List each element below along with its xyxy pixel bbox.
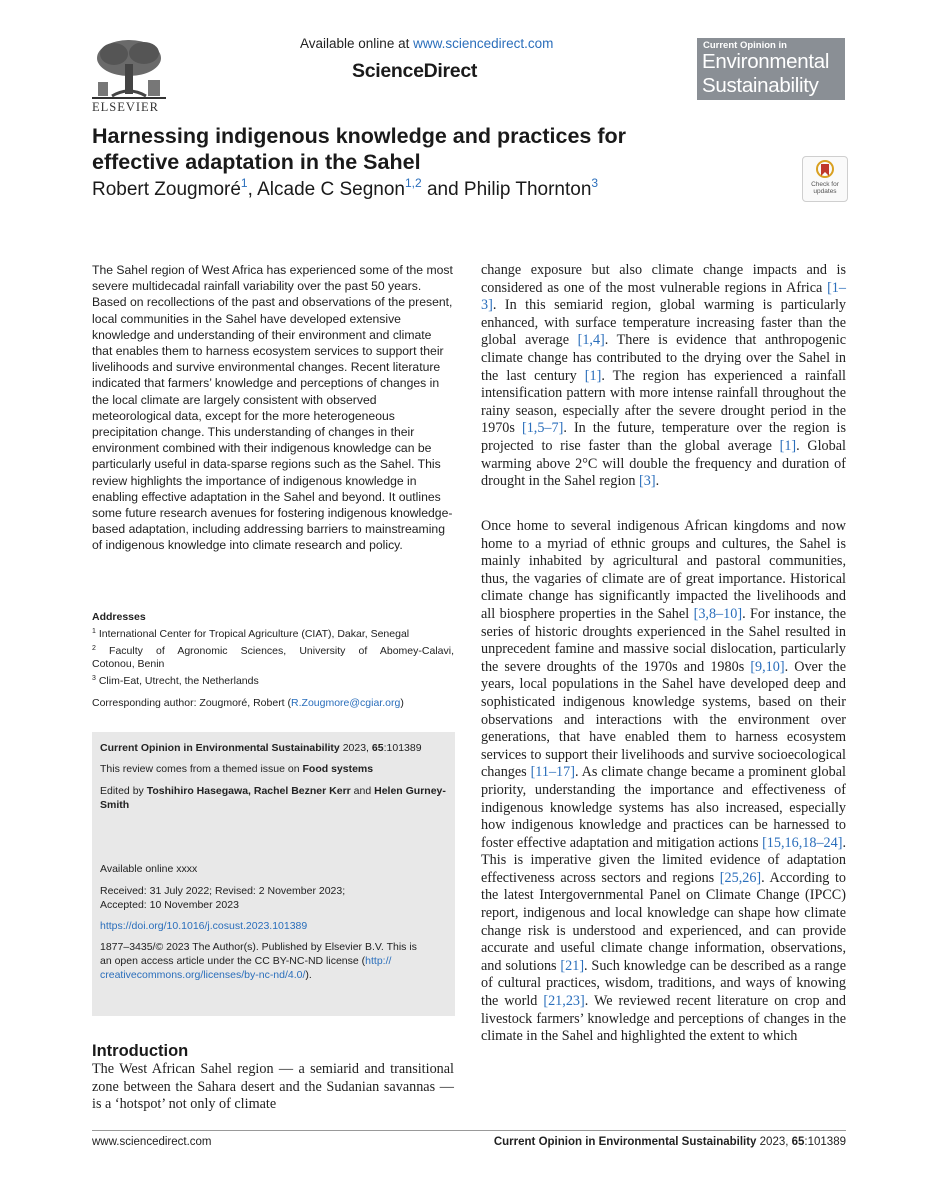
journal-logo-line2: Environmental bbox=[702, 50, 830, 73]
address-text: International Center for Tropical Agriculture (CIAT), Dakar, Senegal bbox=[98, 628, 410, 640]
address-item bbox=[92, 625, 454, 642]
footer-citation bbox=[494, 1136, 846, 1148]
author-name: Robert Zougmoré bbox=[92, 179, 241, 200]
editor-names: Toshihiro Hasegawa, Rachel Bezner Kerr bbox=[146, 785, 351, 797]
journal-citation bbox=[100, 741, 450, 755]
article-info-box bbox=[92, 732, 455, 1016]
address-item bbox=[92, 642, 454, 659]
body-text: . There is evidence that anthropogenic climate change has contributed to the drying over the Sahel in the last century bbox=[481, 332, 846, 384]
journal-logo-line3: Sustainability bbox=[702, 74, 819, 97]
address-item bbox=[92, 672, 454, 689]
available-online-label: Available online at bbox=[300, 36, 410, 51]
footer-journal: Current Opinion in Environmental Sustainability bbox=[493, 1136, 757, 1148]
publisher-name: ELSEVIER bbox=[92, 100, 160, 114]
license-url-link[interactable]: http:// bbox=[365, 955, 392, 967]
journal-logo-box bbox=[697, 38, 845, 100]
footer-volume: 65 bbox=[791, 1136, 805, 1148]
abstract-text: The Sahel region of West Africa has experienced some of the most severe multidecadal rainfall variability over the past 50 years. Based on recollections of the past and observations of the present, local communities in the Sahel have developed extensive knowledge and understanding of their environment and climate that enables them to harness ecosystem services to support their livelihoods and survive environmental changes. Recent literature indicated that farmers’ knowledge and perceptions of changes in the local climate are largely consistent with observed meteorological data, except for the more heterogeneous precipitation change. This understanding of changes in their environment combined with their indigenous knowledge can be particularly useful in data-sparse regions such as the Sahel. This review highlights the importance of indigenous knowledge in enabling effective adaptation in the Sahel and beyond. It outlines some future research avenues for fostering indigenous knowledge-based adaptation, including addressing barriers to mainstreaming of indigenous knowledge into climate research and policy. bbox=[92, 263, 453, 553]
bookmark-ribbon-icon bbox=[815, 160, 835, 182]
journal-volume: 65 bbox=[371, 742, 384, 754]
introduction-heading: Introduction bbox=[92, 1042, 189, 1060]
body-text: . Over the years, local populations in the Sahel have developed deep and sophisticated indigenous knowledge systems, based on their observations and interactions with the environment over generations, that have enabled them to harness ecosystem services to support their livelihoods and survive socioecological changes bbox=[481, 658, 846, 781]
footer-year: 2023, bbox=[756, 1136, 792, 1148]
citation-link[interactable]: [1,5–7] bbox=[521, 420, 564, 437]
themed-issue-label: This review comes from a themed issue on bbox=[100, 763, 303, 775]
license-url-line bbox=[100, 968, 450, 982]
article-title: Harnessing indigenous knowledge and practices for effective adaptation in the Sahel bbox=[92, 124, 627, 174]
affiliation-ref-link[interactable]: 1,2 bbox=[404, 176, 422, 190]
available-online-date: Available online xxxx bbox=[100, 863, 198, 875]
body-paragraph bbox=[481, 262, 846, 491]
footer-article-number: :101389 bbox=[804, 1136, 846, 1148]
corresponding-author bbox=[92, 697, 454, 709]
citation-link[interactable]: [25,26] bbox=[719, 869, 762, 886]
check-for-updates-button[interactable] bbox=[802, 156, 848, 202]
citation-link[interactable]: [21,23] bbox=[543, 993, 585, 1010]
addresses-list bbox=[92, 625, 454, 688]
body-text: change exposure but also climate change impacts and is considered as one of the most vulnerable regions in Africa bbox=[481, 262, 846, 296]
citation-link[interactable]: [1,4] bbox=[577, 332, 605, 349]
author-name: and Philip Thornton bbox=[421, 179, 592, 200]
journal-year: 2023, bbox=[339, 742, 372, 754]
affiliation-ref-link[interactable]: 1 bbox=[240, 176, 248, 190]
footer-divider bbox=[92, 1130, 846, 1131]
journal-name: Current Opinion in Environmental Sustainability bbox=[100, 742, 340, 754]
body-text: . In the future, temperature over the region is projected to rise faster than the global average bbox=[481, 420, 846, 454]
citation-link[interactable]: [1] bbox=[779, 437, 797, 454]
available-online-line bbox=[300, 36, 553, 51]
address-number: 1 bbox=[92, 628, 96, 635]
body-text: . Global warming above 2°C will double the frequency and duration of drought in the Sahel region bbox=[481, 437, 846, 490]
citation-link[interactable]: [3,8–10] bbox=[693, 605, 743, 622]
citation-link[interactable]: [11–17] bbox=[530, 764, 575, 781]
journal-article-number: :101389 bbox=[383, 742, 422, 754]
body-text: . According to the latest Intergovernmental Panel on Climate Change (IPCC) report, indigenous and local knowledge can shape how climate change risk is understood and experienced, and can provide accurate and useful climate change information, observations, and solutions bbox=[481, 869, 846, 974]
address-text: Clim-Eat, Utrecht, the Netherlands bbox=[98, 674, 259, 687]
body-text: . This is imperative given the limited evidence of adaptation effectiveness across sectors and regions bbox=[481, 834, 846, 886]
sciencedirect-wordmark: ScienceDirect bbox=[352, 60, 478, 82]
license-url-link[interactable]: creativecommons.org/licenses/by-nc-nd/4.0/ bbox=[100, 969, 306, 981]
introduction-paragraph: The West African Sahel region — a semiarid and transitional zone between the Sahara desert and the Sudanian savannas — is a ‘hotspot’ not only of climate bbox=[92, 1061, 454, 1112]
citation-link[interactable]: [15,16,18–24] bbox=[762, 834, 843, 851]
address-item-continued: Cotonou, Benin bbox=[92, 658, 165, 671]
edited-by-label: Edited by bbox=[100, 785, 147, 797]
license-text: an open access article under the CC BY-NC-ND license ( bbox=[100, 955, 366, 967]
corresponding-label: Corresponding author: Zougmoré, Robert ( bbox=[92, 697, 292, 709]
body-text: . The region has experienced a rainfall intensification pattern with more intense rainfall throughout the rainy season, especially after the severe drought period in the 1970s bbox=[481, 367, 847, 437]
citation-link[interactable]: [21] bbox=[560, 957, 585, 974]
journal-logo-line1: Current Opinion in bbox=[703, 40, 787, 51]
citation-link[interactable]: [3] bbox=[639, 473, 656, 490]
body-paragraph bbox=[481, 518, 846, 1046]
accepted-date: Accepted: 10 November 2023 bbox=[100, 899, 239, 911]
address-text: Faculty of Agronomic Sciences, University of Abomey-Calavi, bbox=[109, 644, 454, 657]
addresses-heading: Addresses bbox=[92, 611, 146, 623]
body-text: Once home to several indigenous African kingdoms and now home to a myriad of ethnic groups and cultures, the Sahel is mainly inhabited by agricultural and pastoral communities, thus, the vagaries of climate are of great importance. Historical climate change has significantly impacted the livelihoods and all biosphere properties in the Sahel bbox=[481, 518, 846, 622]
editor-and: and bbox=[350, 785, 375, 797]
editor-name: Helen Gurney-Smith bbox=[100, 785, 446, 811]
license-line: 1877–3435/© 2023 The Author(s). Published by Elsevier B.V. This is bbox=[100, 941, 417, 953]
corresponding-email-link[interactable]: R.Zougmore@cgiar.org bbox=[291, 697, 401, 709]
author-name: , Alcade C Segnon bbox=[247, 179, 405, 200]
body-text: . Such knowledge can be described as a range of cultural practices, wisdom, traditions, and ways of knowing the world bbox=[481, 957, 846, 1010]
body-text: . We reviewed recent literature on crop and livestock farmers’ knowledge and perceptions of changes in the climate in the Sahel and highlighted the extent to which bbox=[481, 993, 846, 1045]
body-text: . In this semiarid region, global warming is particularly enhanced, with surface temperature increasing faster than the global average bbox=[481, 297, 846, 349]
footer-url[interactable]: www.sciencedirect.com bbox=[92, 1136, 212, 1148]
body-text: . As climate change became a prominent global priority, understanding the importance and effectiveness of indigenous knowledge systems has also increased, especially how indigenous knowledge and practices can be harnessed to foster effective adaptation and mitigation actions bbox=[481, 764, 846, 851]
body-text: . For instance, the series of historic droughts experienced in the Sahel resulted in unprecedent famine and massive social dislocation, particularly the severe droughts of the 1970s and 1980s bbox=[481, 605, 846, 675]
themed-issue-topic: Food systems bbox=[302, 763, 374, 775]
doi-link[interactable]: https://doi.org/10.1016/j.cosust.2023.101389 bbox=[100, 920, 308, 932]
affiliation-ref-link[interactable]: 3 bbox=[591, 176, 599, 190]
received-dates: Received: 31 July 2022; Revised: 2 November 2023; bbox=[100, 885, 346, 897]
citation-link[interactable]: [9,10] bbox=[750, 658, 785, 675]
license-statement bbox=[100, 954, 450, 968]
check-for-updates-label: Check for updates bbox=[811, 181, 839, 195]
body-text: . bbox=[655, 473, 660, 490]
corresponding-close: ) bbox=[400, 697, 404, 709]
citation-link[interactable]: [1–3] bbox=[481, 279, 846, 314]
address-number: 3 bbox=[92, 674, 96, 682]
license-end: ). bbox=[305, 969, 312, 981]
themed-issue bbox=[100, 762, 450, 776]
address-number: 2 bbox=[92, 644, 96, 652]
edited-by bbox=[100, 784, 450, 812]
author-list bbox=[92, 176, 598, 201]
citation-link[interactable]: [1] bbox=[584, 367, 602, 384]
sciencedirect-url-link[interactable]: www.sciencedirect.com bbox=[413, 36, 554, 51]
